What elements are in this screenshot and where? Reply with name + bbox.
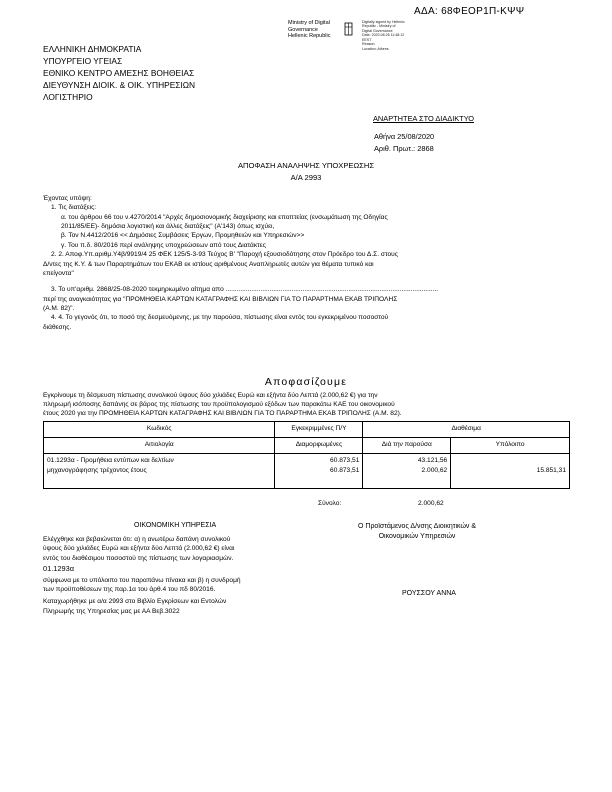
para-line: έτους 2020 για την ΠΡΟΜΗΘΕΙΑ ΚΑΡΤΩΝ ΚΑΤΑΓΡΑΦΗΣ ΚΑΙ ΒΙΒΛΙΩΝ ΓΙΑ ΤΟ ΠΑΡΑΡΤΗΜΑ ΕΚΑΒ ΤΡΙΠΟΛΗΣ (Α.Μ. 82). [43,410,402,418]
body-line: (Α.Μ. 82)". [43,304,75,312]
header-justification: Αιτιολογία [44,438,275,454]
header-approved: Εγκεκριμμένες Π/Υ [275,422,363,438]
header-line: ΔΙΕΥΘΥΝΣΗ ΔΙΟΙΚ. & ΟΙΚ. ΥΠΗΡΕΣΙΩΝ [43,79,196,90]
body-line: 2011/85/ΕΕ)- δημόσια λογιστική και άλλες διατάξεις" (Α'143) όπως ισχύει, [61,223,275,231]
signature-line: Republic - Ministry of [362,24,396,29]
ada-number: ΑΔΑ: 68ΦΕΟΡ1Π-ΚΨΨ [414,6,525,17]
finance-service-text [43,535,241,616]
date-block [374,131,434,155]
digital-signature-details [362,20,405,51]
director-line: Ο Προϊστάμενος Δ/νσης Διοικητικών & [358,523,477,530]
publish-online-note: ΑΝΑΡΤΗΤΕΑ ΣΤΟ ΔΙΑΔΙΚΤΥΟ [373,114,474,123]
total-label: Σύνολο: [318,500,342,507]
signature-line: Digital Governance [362,28,393,33]
body-line: 1. Τις διατάξεις: [51,204,97,212]
gov-emblem-icon [344,22,353,36]
gov-line: Ministry of Digital [288,20,330,26]
gov-signature-label [288,20,331,40]
gov-line: Hellenic Republic [288,33,331,40]
body-line: 4. 4. Το γεγονός ότι, το ποσό της δεσμευόμενης, με την παρούσα, πίστωσης είναι εντός του εγκεκριμένου ποσοστού [51,314,389,322]
oik-line: των προϋποθέσεων της παρ.1α του άρθ.4 του πδ 80/2016. [43,585,216,593]
oik-line: εντός του διαθέσιμου ποσοστού της πίστωσης των λογαριασμών. [43,554,234,562]
oik-line: ύψους δύο χιλιάδες Ευρώ και εξήντα δύο Λεπτά (2.000,62 €) είναι [43,545,235,553]
oik-line: Καταχωρήθηκε με α/α 2993 στο Βιβλίο Εγκρίσεων και Εντολών [43,598,227,606]
row-remaining: 15.851,31 [451,454,570,489]
signature-line: Digitally signed by Hellenic [362,20,405,24]
considerations [43,194,438,332]
body-line: 3. Το υπ'αριθμ. 2868/25-08-2020 τεκμηριωμένο αίτημα απο .................................................................................................................... [51,286,439,294]
document-date: Αθήνα 25/08/2020 [374,132,435,141]
body-line: γ. Του π.δ. 80/2016 περί ανάληψης υποχρεώσεων από τους Διατάκτες [61,241,266,249]
para-line: Εγκρίνουμε τη δέσμευση πίστωσης συνολικού ύψους δύο χιλιάδες Ευρώ και εξήντα δύο Λεπτά (2.000,62 €) για την [43,392,378,399]
body-line: περί της αναγκαιότητας για "ΠΡΟΜΗΘΕΙΑ ΚΑΡΤΩΝ ΚΑΤΑΓΡΑΦΗΣ ΚΑΙ ΒΙΒΛΙΩΝ ΓΙΑ ΤΟ ΠΑΡΑΡΤΗΜΑ ΕΚΑΒ ΤΡΙΠΟΛΗΣ [43,295,398,303]
signature-line: EEST [362,37,372,42]
finance-service-title: ΟΙΚΟΝΟΜΙΚΗ ΥΠΗΡΕΣΙΑ [134,522,217,529]
body-line: Έχοντας υπόψη: [43,195,92,202]
title-main: ΑΠΟΦΑΣΗ ΑΝΑΛΗΨΗΣ ΥΠΟΧΡΕΩΣΗΣ [237,161,375,170]
signature-line: Date: 2020.08.26 11:48:12 [362,33,405,38]
signatory-name: ΡΟΥΣΣΟΥ ΑΝΝΑ [402,590,456,597]
director-line: Οικονομικών Υπηρεσιών [378,533,456,541]
protocol-number: Αριθ. Πρωτ.: 2868 [374,144,434,154]
header-line: ΕΛΛΗΝΙΚΗ ΔΗΜΟΚΡΑΤΙΑ [43,44,142,54]
gov-line: Governance [288,26,318,33]
body-line: 2. 2. Αποφ.Υπ.αριθμ.Υ4β/9919/4 25 ΦΕΚ 125/5-3-93 Τεύχος Β' "Παροχή εξουσιοδότησης στον Πρόεδρο του Δ.Σ. στους [51,251,398,259]
row-code: 01.1293α - Προμήθεια εντύπων και δελτίων μηχανογράφησης τρέχοντος έτους [44,454,275,489]
header-line: ΛΟΓΙΣΤΗΡΙΟ [43,91,93,102]
header-formed: Διαμορφωμένες [275,438,363,454]
oik-line: 01.1293α [43,564,74,574]
issuer-header [43,44,195,104]
header-line: ΥΠΟΥΡΓΕΙΟ ΥΓΕΙΑΣ [43,55,123,66]
row-formed: 60.873,51 60.873,51 [275,454,363,489]
table-header-row [44,438,570,454]
signature-line: Reason: [362,42,376,47]
para-line: πληρωμή ισόποσης δαπάνης σε βάρος της πίστωσης του προϋπολογισμού εξόδων των παρακάτω ΚΑΕ του οικονομικού [43,401,395,409]
total-value: 2.000,62 [418,500,444,507]
body-line: επείγοντα" [43,269,74,277]
oik-line: Ελέγχθηκε και βεβαιώνεται ότι: α) η ανωτέρω δαπάνη συνολικού [43,536,231,543]
body-line: Δ/ντες της Κ.Υ. & των Παραρτημάτων του ΕΚΑΒ εκ ιστίους αριθμένους Αναπληρωτές αυτών για θέματα τυπικό και [43,260,374,268]
table-header-row [44,422,570,438]
oik-line: σύμφωνα με το υπόλοιπο του παραπάνω πίνακα και β) η συνδρομή [43,576,241,584]
title-number: Α/Α 2993 [290,173,322,183]
body-line: διάθεσης. [43,323,72,331]
director-title [358,522,476,542]
decision-heading: Αποφασίζουμε [264,376,348,388]
header-remaining: Υπόλοιπο [451,438,570,454]
budget-table [43,421,570,489]
body-line: α. του άρθρου 66 του ν.4270/2014 "Αρχές δημοσιονομικής διαχείρισης και εποπτείας (ενσωμάτωση της Οδηγίας [61,213,388,221]
document-title [0,160,612,184]
signature-line: Location: Athens [362,46,389,51]
header-available: Διαθέσιμα [363,422,570,438]
body-line: β. Τον Ν.4412/2016 << Δημόσιες Συμβάσεις Έργων, Προμηθειών και Υπηρεσιών>> [61,232,305,240]
header-line: ΕΘΝΙΚΟ ΚΕΝΤΡΟ ΑΜΕΣΗΣ ΒΟΗΘΕΙΑΣ [43,67,195,78]
header-code: Κωδικός [44,422,275,438]
table-row [44,454,570,489]
row-current: 43.121,56 2.000,62 [363,454,451,489]
header-current: Διά την παρούσα [363,438,451,454]
oik-line: Πληρωμής της Υπηρεσίας μας με ΑΑ Βεβ.3022 [43,607,180,615]
decision-paragraph [43,391,402,418]
